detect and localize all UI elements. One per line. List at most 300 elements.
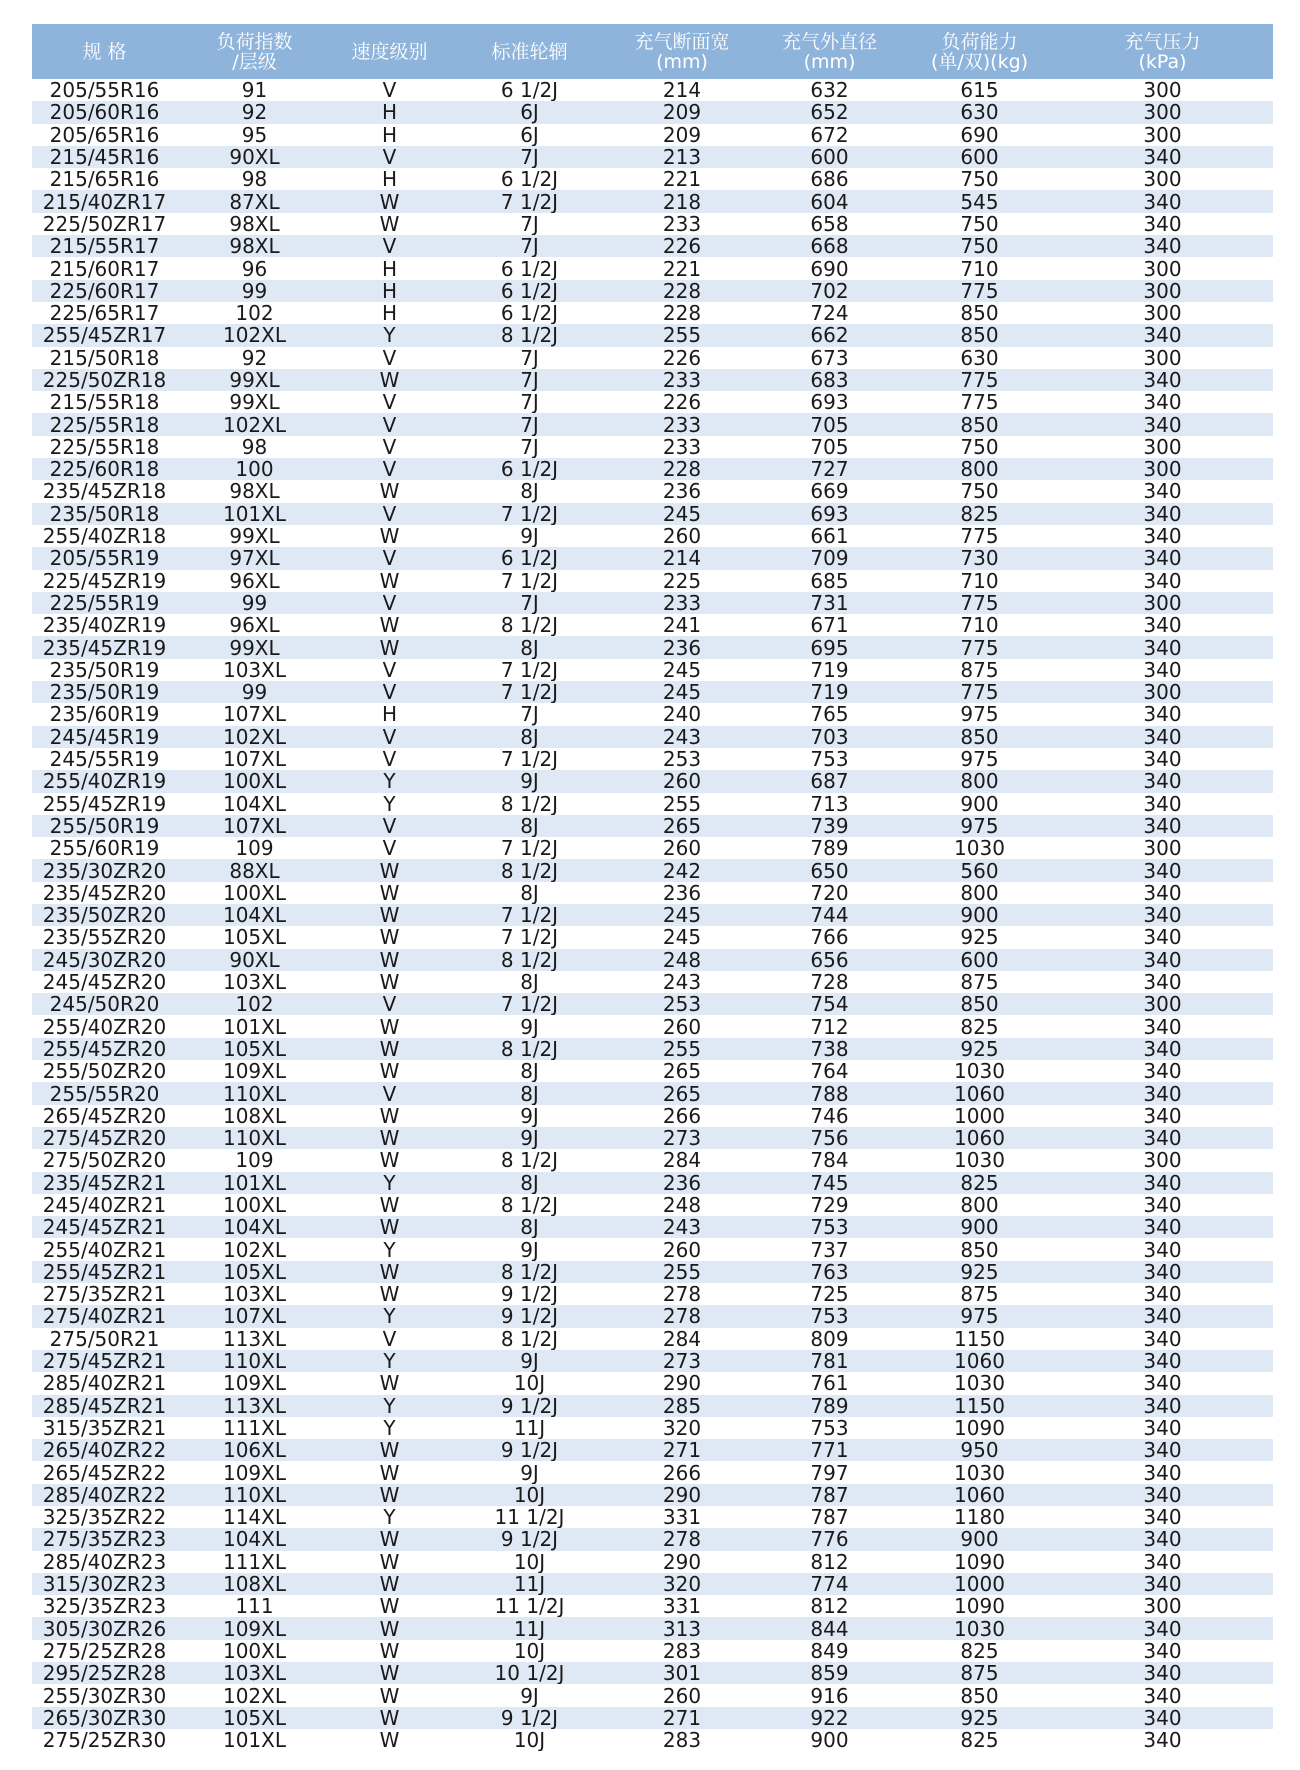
table-cell: 225/45ZR19 xyxy=(42,569,167,592)
table-row xyxy=(32,993,1273,1015)
table-cell: 7 1/2J xyxy=(500,502,559,525)
table-cell: 99 xyxy=(241,591,268,615)
table-cell: 8 1/2J xyxy=(500,948,559,971)
table-cell: 719 xyxy=(810,681,849,704)
table-cell: 775 xyxy=(960,368,999,392)
table-cell: 245/55R19 xyxy=(49,747,160,771)
table-cell: 109 xyxy=(235,1149,274,1172)
table-cell: 784 xyxy=(810,1149,849,1172)
table-cell: Y xyxy=(383,792,396,815)
table-cell: 737 xyxy=(810,1238,849,1261)
table-cell: 235/55ZR20 xyxy=(42,926,167,949)
table-cell: V xyxy=(382,79,397,102)
table-cell: W xyxy=(379,1439,400,1462)
table-row xyxy=(32,1417,1273,1439)
table-cell: W xyxy=(379,1550,400,1573)
table-row xyxy=(32,1328,1273,1350)
table-cell: W xyxy=(379,1015,400,1038)
table-cell: 215/65R16 xyxy=(49,168,160,191)
table-cell: 340 xyxy=(1143,881,1182,904)
table-cell: 724 xyxy=(810,301,849,325)
table-cell: 10J xyxy=(513,1483,546,1506)
table-cell: 278 xyxy=(662,1283,702,1306)
table-cell: 266 xyxy=(662,1461,702,1484)
table-cell: 340 xyxy=(1143,1394,1182,1417)
table-cell: W xyxy=(379,1706,400,1729)
table-cell: 284 xyxy=(662,1149,702,1172)
table-cell: 693 xyxy=(810,391,849,414)
table-cell: W xyxy=(379,524,400,548)
table-row xyxy=(32,1640,1273,1662)
table-cell: 850 xyxy=(960,324,999,347)
table-cell: 290 xyxy=(662,1372,702,1395)
table-cell: 225/55R18 xyxy=(49,413,160,436)
table-cell: H xyxy=(381,123,398,146)
table-cell: 255/40ZR18 xyxy=(42,524,167,548)
table-cell: 340 xyxy=(1143,235,1182,258)
table-cell: 245/50R20 xyxy=(49,993,160,1016)
table-cell: 8 1/2J xyxy=(500,1037,559,1061)
table-cell: H xyxy=(381,301,398,325)
table-cell: 9 1/2J xyxy=(500,1283,559,1306)
table-cell: 100XL xyxy=(222,770,287,793)
column-header: 负荷能力 (单/双)(kg) xyxy=(930,30,1029,73)
table-cell: 284 xyxy=(662,1327,702,1350)
table-cell: 100XL xyxy=(222,1193,287,1217)
table-cell: 922 xyxy=(810,1706,849,1729)
table-cell: 705 xyxy=(810,413,849,436)
table-cell: 109XL xyxy=(222,1461,287,1484)
table-cell: 110XL xyxy=(222,1349,287,1373)
table-cell: 96XL xyxy=(229,614,280,637)
table-cell: 205/55R16 xyxy=(49,79,160,102)
table-cell: 99XL xyxy=(229,368,280,392)
table-cell: 340 xyxy=(1143,1416,1182,1440)
table-row xyxy=(32,1573,1273,1595)
table-cell: 763 xyxy=(810,1260,849,1284)
table-cell: 744 xyxy=(810,903,849,927)
table-cell: 750 xyxy=(960,212,999,236)
table-cell: 228 xyxy=(662,301,702,325)
table-cell: 245 xyxy=(662,926,702,949)
table-cell: 1030 xyxy=(954,1461,1005,1484)
table-row xyxy=(32,614,1273,636)
table-row xyxy=(32,124,1273,146)
table-cell: 545 xyxy=(960,190,999,213)
table-cell: 825 xyxy=(960,1015,999,1038)
table-cell: 7 1/2J xyxy=(500,569,559,592)
table-cell: 301 xyxy=(662,1662,702,1685)
table-cell: 600 xyxy=(960,948,999,971)
table-cell: W xyxy=(379,1216,400,1239)
table-row xyxy=(32,1172,1273,1194)
table-row xyxy=(32,1506,1273,1528)
table-cell: 630 xyxy=(960,101,999,124)
table-cell: 100XL xyxy=(222,881,287,904)
table-cell: 687 xyxy=(810,770,849,793)
table-cell: 340 xyxy=(1143,1216,1182,1239)
table-cell: 8J xyxy=(520,725,539,748)
table-cell: 6 1/2J xyxy=(500,257,559,280)
table-cell: 662 xyxy=(810,324,849,347)
table-cell: 850 xyxy=(960,413,999,436)
table-cell: 745 xyxy=(810,1171,849,1194)
table-cell: 260 xyxy=(662,770,702,793)
table-cell: 245/45ZR20 xyxy=(42,970,167,994)
table-row xyxy=(32,815,1273,837)
table-cell: 209 xyxy=(662,101,702,124)
table-row xyxy=(32,1238,1273,1260)
table-cell: 713 xyxy=(810,792,849,815)
table-cell: 300 xyxy=(1143,123,1182,146)
table-cell: 11J xyxy=(513,1416,546,1440)
table-row xyxy=(32,1617,1273,1639)
table-cell: 106XL xyxy=(222,1439,287,1462)
table-cell: W xyxy=(379,569,400,592)
table-cell: 265 xyxy=(662,814,702,838)
table-cell: 7J xyxy=(520,703,539,726)
table-cell: 320 xyxy=(662,1572,702,1596)
column-header: 速度级别 xyxy=(351,40,428,63)
table-cell: 775 xyxy=(960,636,999,659)
table-cell: 225/55R18 xyxy=(49,435,160,459)
table-cell: Y xyxy=(383,1171,396,1194)
table-row xyxy=(32,547,1273,569)
table-cell: 340 xyxy=(1143,1015,1182,1038)
table-cell: 6 1/2J xyxy=(500,458,559,481)
table-cell: 658 xyxy=(810,212,849,236)
table-cell: V xyxy=(382,747,397,771)
table-cell: 300 xyxy=(1143,837,1182,860)
table-cell: 95 xyxy=(241,123,268,146)
table-cell: 652 xyxy=(810,101,849,124)
table-cell: 103XL xyxy=(222,658,287,682)
table-cell: 7 1/2J xyxy=(500,658,559,682)
table-cell: 225/60R17 xyxy=(49,279,160,302)
table-cell: 111 xyxy=(235,1595,274,1618)
table-cell: W xyxy=(379,948,400,971)
table-cell: 110XL xyxy=(222,1082,287,1105)
table-cell: 703 xyxy=(810,725,849,748)
table-cell: 764 xyxy=(810,1060,849,1083)
table-cell: 253 xyxy=(662,747,702,771)
table-cell: W xyxy=(379,614,400,637)
table-cell: 260 xyxy=(662,1015,702,1038)
table-cell: 809 xyxy=(810,1327,849,1350)
table-cell: 8 1/2J xyxy=(500,1260,559,1284)
table-cell: V xyxy=(382,346,397,369)
table-cell: V xyxy=(382,658,397,682)
table-cell: Y xyxy=(383,1238,396,1261)
table-cell: 102XL xyxy=(222,1684,287,1707)
table-cell: 7 1/2J xyxy=(500,747,559,771)
table-cell: H xyxy=(381,257,398,280)
table-cell: W xyxy=(379,212,400,236)
table-cell: V xyxy=(382,502,397,525)
table-cell: W xyxy=(379,480,400,503)
table-row xyxy=(32,391,1273,413)
table-cell: 800 xyxy=(960,770,999,793)
table-cell: 11 1/2J xyxy=(494,1595,565,1618)
table-cell: 6J xyxy=(520,101,539,124)
table-row xyxy=(32,503,1273,525)
table-cell: 729 xyxy=(810,1193,849,1217)
table-cell: 255/50ZR20 xyxy=(42,1060,167,1083)
table-cell: 8J xyxy=(520,1082,539,1105)
table-row xyxy=(32,1127,1273,1149)
table-cell: 916 xyxy=(810,1684,849,1707)
table-cell: 739 xyxy=(810,814,849,838)
table-row xyxy=(32,369,1273,391)
table-cell: 255/45ZR19 xyxy=(42,792,167,815)
table-cell: 340 xyxy=(1143,1037,1182,1061)
table-cell: 103XL xyxy=(222,1662,287,1685)
table-cell: 107XL xyxy=(222,1305,287,1328)
table-cell: 9J xyxy=(520,770,539,793)
table-cell: 761 xyxy=(810,1372,849,1395)
table-cell: 7J xyxy=(520,391,539,414)
table-cell: 7J xyxy=(520,346,539,369)
table-cell: 300 xyxy=(1143,257,1182,280)
table-cell: 787 xyxy=(810,1483,849,1506)
table-cell: 226 xyxy=(662,235,702,258)
table-cell: 290 xyxy=(662,1550,702,1573)
table-cell: 248 xyxy=(662,1193,702,1217)
table-cell: 300 xyxy=(1143,1595,1182,1618)
table-cell: 340 xyxy=(1143,1104,1182,1127)
table-cell: 8 1/2J xyxy=(500,1327,559,1350)
table-cell: 7J xyxy=(520,235,539,258)
table-cell: 340 xyxy=(1143,1461,1182,1484)
table-cell: 265 xyxy=(662,1060,702,1083)
table-row xyxy=(32,101,1273,123)
table-row xyxy=(32,1595,1273,1617)
table-cell: 99 xyxy=(241,681,268,704)
table-cell: Y xyxy=(383,1349,396,1373)
table-cell: 340 xyxy=(1143,1617,1182,1640)
table-cell: 975 xyxy=(960,703,999,726)
table-cell: 87XL xyxy=(229,190,280,213)
table-cell: 7J xyxy=(520,435,539,459)
table-cell: 255/60R19 xyxy=(49,837,160,860)
table-cell: 218 xyxy=(662,190,702,213)
table-row xyxy=(32,703,1273,725)
table-cell: 710 xyxy=(960,614,999,637)
table-cell: 750 xyxy=(960,235,999,258)
table-cell: 102XL xyxy=(222,413,287,436)
table-row xyxy=(32,837,1273,859)
table-cell: 101XL xyxy=(222,1728,287,1752)
table-cell: 7J xyxy=(520,212,539,236)
tire-spec-sheet xyxy=(32,24,1273,1751)
table-cell: W xyxy=(379,1617,400,1640)
table-cell: 709 xyxy=(810,547,849,570)
table-cell: 105XL xyxy=(222,1706,287,1729)
table-cell: 775 xyxy=(960,279,999,302)
table-cell: V xyxy=(382,814,397,838)
table-cell: 92 xyxy=(241,101,268,124)
table-row xyxy=(32,636,1273,658)
table-row xyxy=(32,1149,1273,1171)
table-row xyxy=(32,1105,1273,1127)
table-cell: 705 xyxy=(810,435,849,459)
table-cell: 248 xyxy=(662,948,702,971)
table-cell: 235/45ZR18 xyxy=(42,480,167,503)
table-cell: 255/50R19 xyxy=(49,814,160,838)
table-cell: 668 xyxy=(810,235,849,258)
table-cell: 340 xyxy=(1143,1728,1182,1752)
table-cell: 320 xyxy=(662,1416,702,1440)
table-cell: 686 xyxy=(810,168,849,191)
table-cell: 800 xyxy=(960,458,999,481)
table-cell: 693 xyxy=(810,502,849,525)
table-cell: 255/45ZR21 xyxy=(42,1260,167,1284)
table-cell: 205/55R19 xyxy=(49,547,160,570)
table-cell: 300 xyxy=(1143,346,1182,369)
table-cell: 9J xyxy=(520,1104,539,1127)
table-cell: 90XL xyxy=(229,145,280,169)
column-header: 标准轮辋 xyxy=(491,40,568,63)
table-cell: 255/40ZR19 xyxy=(42,770,167,793)
table-cell: 215/45R16 xyxy=(49,145,160,169)
table-cell: 245/45R19 xyxy=(49,725,160,748)
table-cell: 712 xyxy=(810,1015,849,1038)
table-cell: 275/45ZR21 xyxy=(42,1349,167,1373)
table-row xyxy=(32,949,1273,971)
table-cell: 731 xyxy=(810,591,849,615)
table-cell: 233 xyxy=(662,591,702,615)
table-cell: 340 xyxy=(1143,1171,1182,1194)
table-cell: 243 xyxy=(662,1216,702,1239)
table-cell: 340 xyxy=(1143,1662,1182,1685)
table-cell: 9 1/2J xyxy=(500,1305,559,1328)
table-cell: 102XL xyxy=(222,725,287,748)
table-cell: 9J xyxy=(520,1015,539,1038)
table-row xyxy=(32,1350,1273,1372)
table-cell: 9J xyxy=(520,1238,539,1261)
table-cell: 787 xyxy=(810,1506,849,1529)
table-cell: 235/45ZR19 xyxy=(42,636,167,659)
table-cell: 300 xyxy=(1143,435,1182,459)
table-cell: 100 xyxy=(235,458,274,481)
table-row xyxy=(32,681,1273,703)
table-cell: 340 xyxy=(1143,903,1182,927)
table-cell: 295/25ZR28 xyxy=(42,1662,167,1685)
table-cell: 844 xyxy=(810,1617,849,1640)
table-cell: 98 xyxy=(241,435,268,459)
table-cell: 812 xyxy=(810,1550,849,1573)
table-cell: 8J xyxy=(520,1060,539,1083)
table-cell: 253 xyxy=(662,993,702,1016)
table-row xyxy=(32,1439,1273,1461)
column-header: 充气断面宽 (mm) xyxy=(634,30,730,73)
table-cell: W xyxy=(379,1149,400,1172)
table-cell: 11 1/2J xyxy=(494,1506,565,1529)
table-row xyxy=(32,1194,1273,1216)
table-cell: 789 xyxy=(810,837,849,860)
table-row xyxy=(32,1528,1273,1550)
table-cell: 215/40ZR17 xyxy=(42,190,167,213)
table-cell: 235/45ZR20 xyxy=(42,881,167,904)
table-cell: 340 xyxy=(1143,948,1182,971)
table-cell: 102 xyxy=(235,301,274,325)
table-row xyxy=(32,904,1273,926)
table-cell: 1060 xyxy=(954,1349,1005,1373)
table-cell: 340 xyxy=(1143,145,1182,169)
table-cell: 8 1/2J xyxy=(500,1149,559,1172)
table-cell: 650 xyxy=(810,859,849,882)
table-cell: 690 xyxy=(960,123,999,146)
table-cell: 271 xyxy=(662,1706,702,1729)
table-cell: 110XL xyxy=(222,1126,287,1150)
table-cell: 875 xyxy=(960,1283,999,1306)
table-cell: 8 1/2J xyxy=(500,1193,559,1217)
table-cell: 615 xyxy=(960,79,999,102)
table-cell: Y xyxy=(383,324,396,347)
table-cell: 103XL xyxy=(222,970,287,994)
table-cell: 285/40ZR23 xyxy=(42,1550,167,1573)
table-cell: W xyxy=(379,1126,400,1150)
table-cell: 340 xyxy=(1143,792,1182,815)
table-cell: 710 xyxy=(960,257,999,280)
table-cell: 11J xyxy=(513,1617,546,1640)
table-cell: 7 1/2J xyxy=(500,190,559,213)
table-cell: 215/55R17 xyxy=(49,235,160,258)
table-cell: 753 xyxy=(810,1416,849,1440)
table-row xyxy=(32,235,1273,257)
table-cell: 107XL xyxy=(222,814,287,838)
table-cell: 265 xyxy=(662,1082,702,1105)
table-row xyxy=(32,1216,1273,1238)
table-cell: 103XL xyxy=(222,1283,287,1306)
table-row xyxy=(32,1684,1273,1706)
table-row xyxy=(32,1015,1273,1037)
table-cell: 97XL xyxy=(229,547,280,570)
table-cell: Y xyxy=(383,1305,396,1328)
table-cell: 1090 xyxy=(954,1595,1005,1618)
table-cell: V xyxy=(382,458,397,481)
table-cell: 9 1/2J xyxy=(500,1706,559,1729)
table-cell: 233 xyxy=(662,435,702,459)
table-cell: 9 1/2J xyxy=(500,1528,559,1551)
table-cell: 340 xyxy=(1143,1572,1182,1596)
table-cell: 7 1/2J xyxy=(500,926,559,949)
table-cell: 235/30ZR20 xyxy=(42,859,167,882)
table-cell: 225/65R17 xyxy=(49,301,160,325)
table-cell: 7 1/2J xyxy=(500,837,559,860)
table-row xyxy=(32,1372,1273,1394)
table-cell: 340 xyxy=(1143,1305,1182,1328)
table-cell: W xyxy=(379,636,400,659)
table-cell: 236 xyxy=(662,636,702,659)
table-cell: 1090 xyxy=(954,1550,1005,1573)
table-cell: V xyxy=(382,1327,397,1350)
table-cell: 245 xyxy=(662,658,702,682)
table-cell: 702 xyxy=(810,279,849,302)
table-cell: 340 xyxy=(1143,703,1182,726)
table-cell: 9J xyxy=(520,1684,539,1707)
table-cell: 8J xyxy=(520,636,539,659)
table-cell: 672 xyxy=(810,123,849,146)
table-cell: 255/40ZR20 xyxy=(42,1015,167,1038)
table-cell: 975 xyxy=(960,1305,999,1328)
table-row xyxy=(32,859,1273,881)
table-cell: 719 xyxy=(810,658,849,682)
table-cell: 753 xyxy=(810,1305,849,1328)
tire-spec-table xyxy=(32,24,1273,1751)
table-cell: Y xyxy=(383,770,396,793)
table-cell: 225 xyxy=(662,569,702,592)
